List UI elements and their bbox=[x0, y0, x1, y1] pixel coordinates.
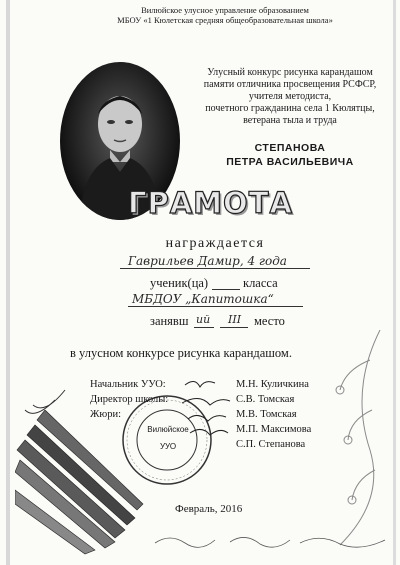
place-number: III bbox=[228, 313, 242, 326]
dedication-line-1: Улусный конкурс рисунка карандашом bbox=[207, 67, 373, 78]
dedication-line-5: ветерана тыла и труда bbox=[243, 115, 337, 126]
signatory-role-jury: Жюри: bbox=[90, 409, 122, 420]
awarded-label: награждается bbox=[165, 236, 265, 251]
place-handwritten-suffix: ий bbox=[196, 313, 211, 326]
signatory-role-head: Начальник УУО: bbox=[90, 379, 166, 390]
signatory-name-head: М.Н. Куличкина bbox=[236, 379, 309, 390]
student-name: Гаврильев Дамир, 4 года bbox=[128, 254, 287, 268]
stamp-text-2: УУО bbox=[159, 442, 177, 451]
student-name-underline bbox=[120, 268, 310, 269]
certificate-title: ГРАМОТА bbox=[128, 186, 293, 220]
school-underline bbox=[128, 306, 303, 307]
signatory-name-director: С.В. Томская bbox=[236, 394, 295, 405]
signatory-name-jury-1: М.В. Томская bbox=[236, 409, 297, 420]
class-label-student: ученик(ца) bbox=[150, 276, 209, 290]
honoree-surname: СТЕПАНОВА bbox=[254, 142, 326, 154]
school-name: МБДОУ „Капитошка“ bbox=[132, 292, 274, 306]
class-number-underline bbox=[212, 289, 240, 290]
place-number-underline bbox=[220, 327, 248, 328]
page-edge-left bbox=[6, 0, 10, 565]
place-label-suffix: место bbox=[254, 314, 285, 328]
floral-ornament bbox=[300, 330, 395, 550]
signatory-role-director: Директор школы: bbox=[90, 394, 169, 405]
place-suffix-underline bbox=[194, 327, 214, 328]
dedication-line-3: учителя методиста, bbox=[248, 91, 332, 102]
header-organization: Вилюйское улусное управление образованием bbox=[141, 5, 309, 15]
signatory-name-jury-2: М.П. Максимова bbox=[236, 424, 312, 435]
handwritten-signatures bbox=[180, 375, 240, 450]
contest-line: в улусном конкурсе рисунка карандашом. bbox=[70, 346, 292, 360]
header-school: МБОУ «1 Кюлетская средняя общеобразовательная школа» bbox=[117, 15, 333, 25]
place-label-prefix: занявш bbox=[150, 314, 189, 328]
stamp-text-1: Вилюйское bbox=[147, 425, 189, 434]
issue-date: Февраль, 2016 bbox=[175, 503, 243, 515]
honoree-name: ПЕТРА ВАСИЛЬЕВИЧА bbox=[226, 156, 354, 168]
dedication-line-2: памяти отличника просвещения РСФСР, bbox=[203, 79, 377, 90]
bottom-handwriting bbox=[150, 528, 390, 558]
signatory-name-jury-3: С.П. Степанова bbox=[236, 439, 306, 450]
class-label-class: класса bbox=[243, 276, 278, 290]
dedication-line-4: почетного гражданина села 1 Кюлятцы, bbox=[205, 103, 375, 114]
